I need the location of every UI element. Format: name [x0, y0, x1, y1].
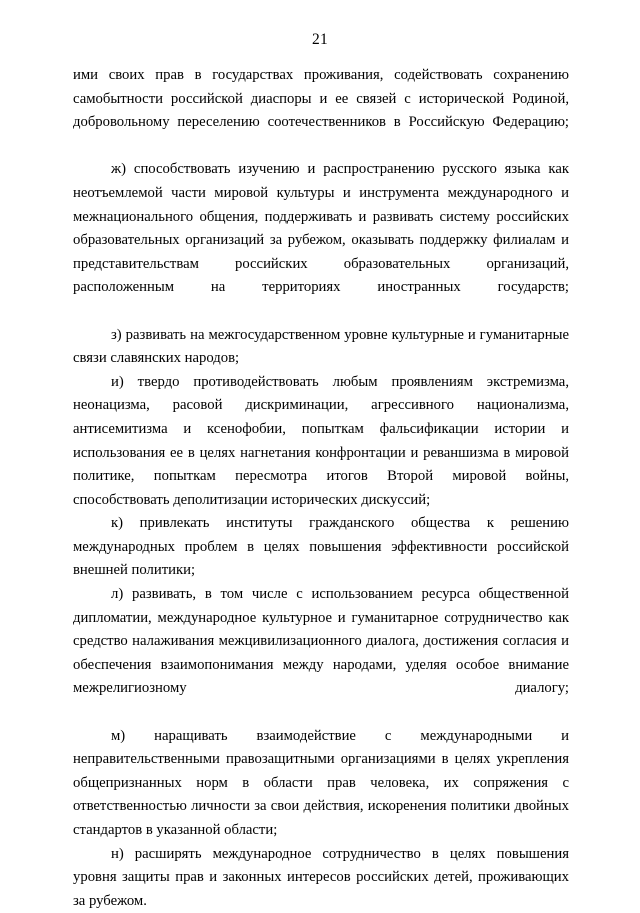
paragraph: ими своих прав в государствах проживания, содействовать сохранению самобытности российской диаспоры и ее связей с исторической Родиной, добровольному переселению соотечественников в Российскую Федерацию;	[73, 67, 569, 131]
paragraph: ж) способствовать изучению и распространению русского языка как неотъемлемой части мировой культуры и инструмента международного и межнационального общения, поддерживать и развивать систему российских образовательных организаций за рубежом, оказывать поддержку филиалам и представительствам российских образовательных организаций, расположенным на территориях иностранных государств;	[73, 161, 569, 296]
paragraph: н) расширять международное сотрудничество в целях повышения уровня защиты прав и законных интересов российских детей, проживающих за рубежом.	[73, 845, 569, 909]
paragraph: и) твердо противодействовать любым проявлениям экстремизма, неонацизма, расовой дискриминации, агрессивного национализма, антисемитизма и ксенофобии, попыткам фальсификации истории и использования ее в целях нагнетания конфронтации и реваншизма в мировой политике, попыткам пересмотра итогов Второй мировой войны, способствовать деполитизации исторических дискуссий;	[73, 373, 569, 508]
paragraph: м) наращивать взаимодействие с международными и неправительственными правозащитными организациями в целях укрепления общепризнанных норм в области прав человека, их сопряжения с ответственностью личности за свои действия, искоренения политики двойных стандартов в указанной области;	[73, 727, 569, 838]
paragraph: з) развивать на межгосударственном уровне культурные и гуманитарные связи славянских народов;	[73, 326, 569, 367]
paragraph: л) развивать, в том числе с использованием ресурса общественной дипломатии, международное культурное и гуманитарное сотрудничество как средство налаживания межцивилизационного диалога, достижения согласия и обеспечения взаимопонимания между народами, уделяя особое внимание межрелигиозному диалогу;	[73, 586, 569, 697]
paragraph: к) привлекать институты гражданского общества к решению международных проблем в целях повышения эффективности российской внешней политики;	[73, 515, 569, 579]
document-body	[73, 64, 569, 913]
page-number: 21	[312, 31, 328, 48]
